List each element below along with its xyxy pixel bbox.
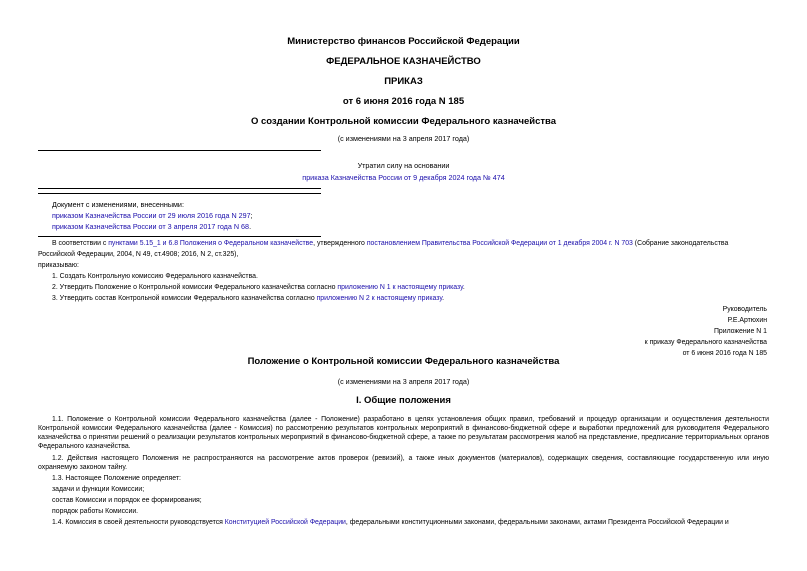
change-line-2 xyxy=(52,222,251,231)
signatory-name: Р.Е.Артюхин xyxy=(727,317,767,324)
preamble-line-2: Российской Федерации, 2004, N 49, ст.4908; 2016, N 2, ст.325), xyxy=(38,251,239,258)
divider xyxy=(38,150,321,151)
change-line-1 xyxy=(52,211,253,220)
preamble-text: , утвержденного xyxy=(313,240,367,247)
constitution-link[interactable]: Конституцией Российской Федерации xyxy=(224,519,346,526)
paragraph-text: 1.4. Комиссия в своей деятельности руководствуется xyxy=(52,519,225,526)
preamble-line-3: приказываю: xyxy=(38,262,79,269)
changes-intro: Документ с изменениями, внесенными: xyxy=(52,200,184,209)
separator: . xyxy=(249,222,252,231)
order-item-text: 2. Утвердить Положение о Контрольной комиссии Федерального казначейства согласно xyxy=(52,284,338,291)
order-item-3 xyxy=(52,295,444,302)
paragraph-text: , федеральными конституционными законами, федеральными законами, актами Президента Российской Федерации и xyxy=(345,519,729,526)
paragraph-1-4 xyxy=(52,519,729,526)
preamble-line-1 xyxy=(52,240,728,247)
divider xyxy=(38,193,321,194)
paragraph-1-1: 1.1. Положение о Контрольной комиссии Федерального казначейства (далее - Положение) разработано в целях установления общих правил, требований и процедур организации и осуществления деятельности Контрольной комиссии Федерального казначейства (далее - Комиссия) по рассмотрению результатов контрольных мероприятий в финансово-бюджетной сфере и выработки предложений для руководителя Федерального казначейства о принятии решений о реализации результатов контрольных мероприятий в финансово-бюджетной сфере, а также по результатам рассмотрения жалоб на представление, предписание территориальных органов Федерального казначейства. xyxy=(38,416,769,450)
list-item: состав Комиссии и порядок ее формирования; xyxy=(52,497,202,504)
government-decree-link[interactable]: постановлением Правительства Российской Федерации от 1 декабря 2004 г. N 703 xyxy=(366,240,633,247)
expired-order-link[interactable]: приказа Казначейства России от 9 декабря 2024 года № 474 xyxy=(302,173,505,182)
regulation-amendments-note: (с изменениями на 3 апреля 2017 года) xyxy=(337,377,470,386)
doc-type-heading: ПРИКАЗ xyxy=(384,76,423,87)
divider xyxy=(38,236,321,237)
expired-note: Утратил силу на основании xyxy=(357,161,450,170)
appendix-order-date: от 6 июня 2016 года N 185 xyxy=(682,350,767,357)
order-item-1: 1. Создать Контрольную комиссию Федерального казначейства. xyxy=(52,273,258,280)
list-item: задачи и функции Комиссии; xyxy=(52,486,145,493)
order-item-2 xyxy=(52,284,465,291)
regulation-points-link[interactable]: пунктами 5.15_1 и 6.8 Положения о Федеральном казначействе xyxy=(108,240,314,247)
regulation-title: Положение о Контрольной комиссии Федерального казначейства xyxy=(247,356,560,367)
order-item-text: . xyxy=(442,295,445,302)
order-amendments-note: (с изменениями на 3 апреля 2017 года) xyxy=(337,134,470,143)
appendix-to-order: к приказу Федерального казначейства xyxy=(644,339,767,346)
appendix-2-link[interactable]: приложению N 2 к настоящему приказу xyxy=(316,295,443,302)
expired-link-line xyxy=(0,173,807,182)
agency-heading: ФЕДЕРАЛЬНОЕ КАЗНАЧЕЙСТВО xyxy=(326,56,481,67)
preamble-text: (Собрание законодательства xyxy=(632,240,729,247)
ministry-heading: Министерство финансов Российской Федерации xyxy=(287,36,520,47)
paragraph-1-2: 1.2. Действия настоящего Положения не распространяются на рассмотрение актов проверок (ревизий), а также иных документов (материалов), содержащих сведения, составляющие государственную или иную охраняемую законом тайну. xyxy=(38,455,769,471)
divider xyxy=(38,188,321,189)
order-item-text: . xyxy=(462,284,465,291)
appendix-label: Приложение N 1 xyxy=(713,328,767,335)
section-1-heading: I. Общие положения xyxy=(356,395,451,406)
list-item: порядок работы Комиссии. xyxy=(52,508,139,515)
signatory-role: Руководитель xyxy=(722,306,767,313)
order-item-text: 3. Утвердить состав Контрольной комиссии Федерального казначейства согласно xyxy=(52,295,317,302)
amendment-link-2[interactable]: приказом Казначейства России от 3 апреля 2017 года N 68 xyxy=(52,222,250,231)
amendment-link-1[interactable]: приказом Казначейства России от 29 июля 2016 года N 297 xyxy=(52,211,251,220)
appendix-1-link[interactable]: приложению N 1 к настоящему приказу xyxy=(337,284,463,291)
order-title: О создании Контрольной комиссии Федерального казначейства xyxy=(250,116,557,127)
separator: ; xyxy=(250,211,253,220)
preamble-text: В соответствии с xyxy=(52,240,109,247)
paragraph-1-3: 1.3. Настоящее Положение определяет: xyxy=(52,475,181,482)
order-date-number: от 6 июня 2016 года N 185 xyxy=(342,96,465,107)
